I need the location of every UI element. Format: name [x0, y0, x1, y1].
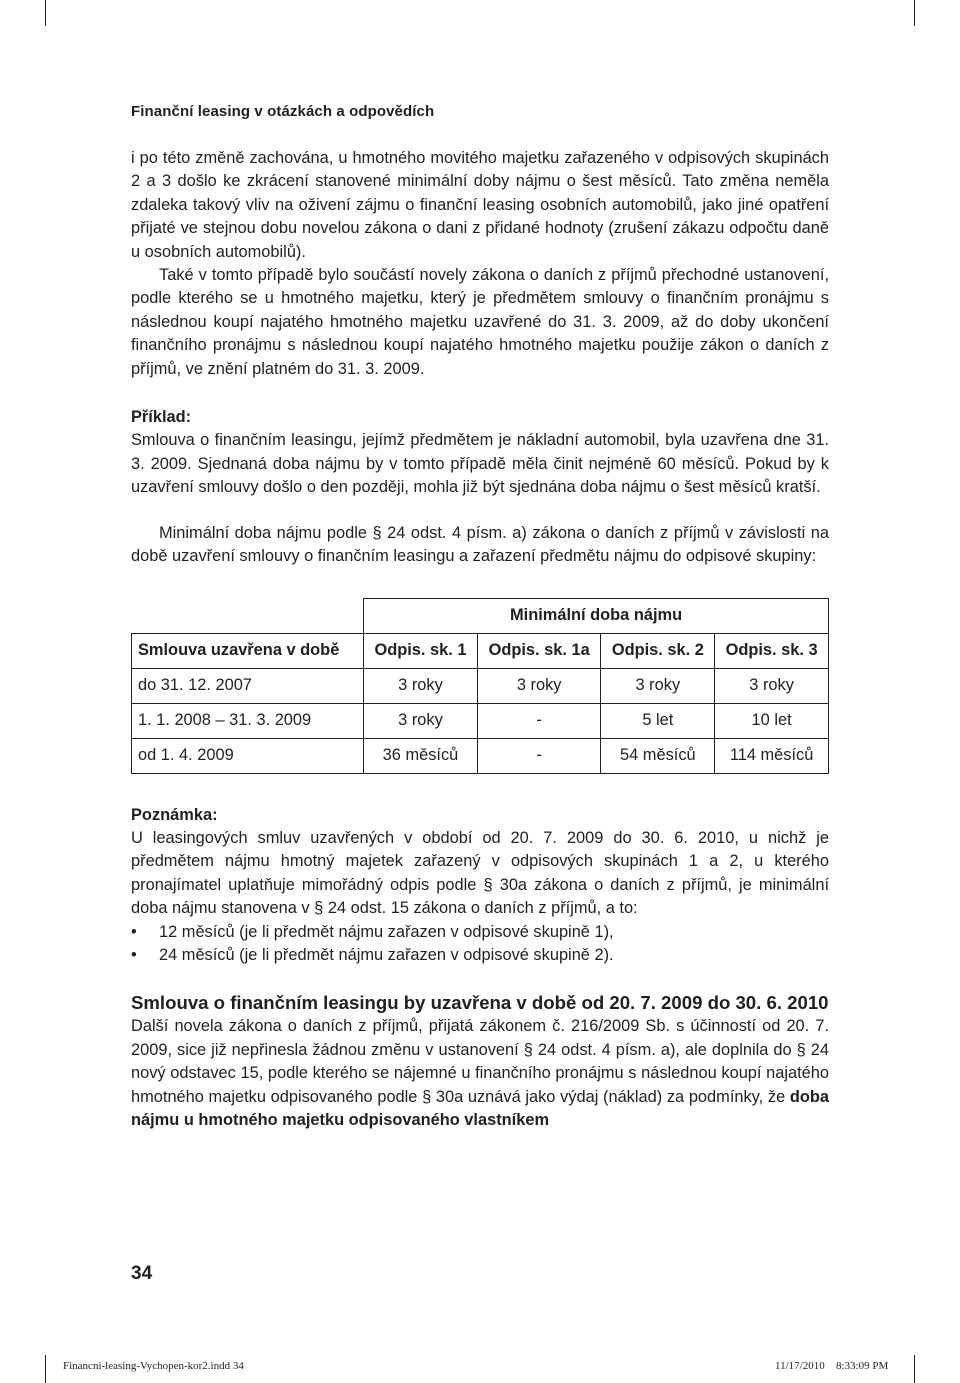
- crop-mark-top-right: [914, 0, 915, 26]
- running-header: Finanční leasing v otázkách a odpovědích: [131, 103, 435, 120]
- table-cell: 3 roky: [477, 668, 601, 703]
- table-cell: 3 roky: [715, 668, 829, 703]
- table-cell: 5 let: [601, 703, 715, 738]
- note-text: U leasingových smluv uzavřených v období od 20. 7. 2009 do 30. 6. 2010, u nichž je předmětem nájmu hmotný majetek zařazený v odpisových skupinách 1 a 2, u kterého pronajímatel uplatňuje mimořádný odpis podle § 30a zákona o daních z příjmů, je minimální doba nájmu stanovena v § 24 odst. 15 zákona o daních z příjmů, a to:: [131, 828, 829, 918]
- crop-mark-bottom-right: [914, 1355, 915, 1383]
- note-label: Poznámka:: [131, 805, 218, 824]
- table-cell: 3 roky: [364, 668, 478, 703]
- page-number: 34: [131, 1263, 153, 1284]
- section-text: [131, 1015, 829, 1132]
- table-cell: od 1. 4. 2009: [132, 738, 364, 773]
- section-text-bold: doba nájmu u hmotného majetku odpisovaného vlastníkem: [131, 1087, 829, 1129]
- table-cell: -: [477, 738, 601, 773]
- table-header-cell: Odpis. sk. 3: [715, 633, 829, 668]
- table-cell: 36 měsíců: [364, 738, 478, 773]
- table-intro: Minimální doba nájmu podle § 24 odst. 4 písm. a) zákona o daních z příjmů v závislosti na době uzavření smlouvy o finančním leasingu a zařazení předmětu nájmu do odpisové skupiny:: [131, 523, 829, 566]
- table-cell: 1. 1. 2008 – 31. 3. 2009: [132, 703, 364, 738]
- list-item: [131, 944, 829, 967]
- table-header-cell: Smlouva uzavřena v době: [132, 633, 364, 668]
- minimum-lease-table: [131, 598, 829, 774]
- section-heading: Smlouva o finančním leasingu by uzavřena v době od 20. 7. 2009 do 30. 6. 2010: [131, 992, 829, 1014]
- table-cell: 3 roky: [601, 668, 715, 703]
- table-cell: 10 let: [715, 703, 829, 738]
- section-text-body: Další novela zákona o daních z příjmů, přijatá zákonem č. 216/2009 Sb. s účinností od 20. 7. 2009, sice již nepřinesla žádnou změnu v ustanovení § 24 odst. 4 písm. a), ale doplnila do § 24 nový odstavec 15, podle kterého se nájemné u finančního pronájmu s následnou koupí najatého hmotného majetku odpisovaného podle § 30a uznává jako výdaj (náklad) za podmínky, že: [131, 1017, 829, 1106]
- table-cell: 3 roky: [364, 703, 478, 738]
- crop-mark-bottom-left: [45, 1355, 46, 1383]
- paragraph-1: i po této změně zachována, u hmotného movitého majetku zařazeného v odpisových skupinách 2 a 3 došlo ke zkrácení stanovené minimální doby nájmu o šest měsíců. Tato změna neměla zdaleka takový vliv na oživení zájmu o finanční leasing osobních automobilů, jako jiné opatření přijaté ve stejnou dobu novelou zákona o dani z přidané hodnoty (zrušení zákazu odpočtu daně u osobních automobilů).: [131, 149, 829, 261]
- example-label: Příklad:: [131, 408, 192, 427]
- table-corner-empty: [132, 598, 364, 633]
- slug-filename: Financni-leasing-Vychopen-kor2.indd 34: [63, 1360, 244, 1372]
- paragraph-2: Také v tomto případě bylo součástí novely zákona o daních z příjmů přechodné ustanovení, podle kterého se u hmotného majetku, který je předmětem smlouvy o finančním pronájmu s následnou koupí najatého hmotného majetku uzavřené do 31. 3. 2009, až do doby ukončení finančního pronájmu s následnou koupí najatého hmotného majetku použije zákon o daních z příjmů, ve znění platném do 31. 3. 2009.: [131, 266, 829, 378]
- table-row: [132, 738, 829, 773]
- list-item: [131, 921, 829, 944]
- table-cell: do 31. 12. 2007: [132, 668, 364, 703]
- example-text: Smlouva o finančním leasingu, jejímž předmětem je nákladní automobil, byla uzavřena dne 31. 3. 2009. Sjednaná doba nájmu by v tomto případě měla činit nejméně 60 měsíců. Pokud by k uzavření smlouvy došlo o den později, mohla již být sjednána doba nájmu o šest měsíců kratší.: [131, 431, 829, 497]
- list-item-text: 12 měsíců (je li předmět nájmu zařazen v odpisové skupině 1),: [159, 922, 614, 941]
- table-row: [132, 703, 829, 738]
- table-row: [132, 668, 829, 703]
- table-caption: Minimální doba nájmu: [364, 598, 829, 633]
- table-header-cell: Odpis. sk. 1a: [477, 633, 601, 668]
- table-cell: 54 měsíců: [601, 738, 715, 773]
- table-cell: 114 měsíců: [715, 738, 829, 773]
- table-header-row: [132, 633, 829, 668]
- page-body: [131, 147, 829, 1132]
- bullet-icon: •: [131, 922, 137, 941]
- crop-mark-top-left: [45, 0, 46, 26]
- table-header-cell: Odpis. sk. 2: [601, 633, 715, 668]
- slug-date: 11/17/2010: [775, 1360, 825, 1372]
- table-header-cell: Odpis. sk. 1: [364, 633, 478, 668]
- note-bullet-list: [131, 921, 829, 968]
- bullet-icon: •: [131, 945, 137, 964]
- slug-time: 8:33:09 PM: [836, 1360, 889, 1372]
- table-cell: -: [477, 703, 601, 738]
- list-item-text: 24 měsíců (je li předmět nájmu zařazen v odpisové skupině 2).: [159, 945, 614, 964]
